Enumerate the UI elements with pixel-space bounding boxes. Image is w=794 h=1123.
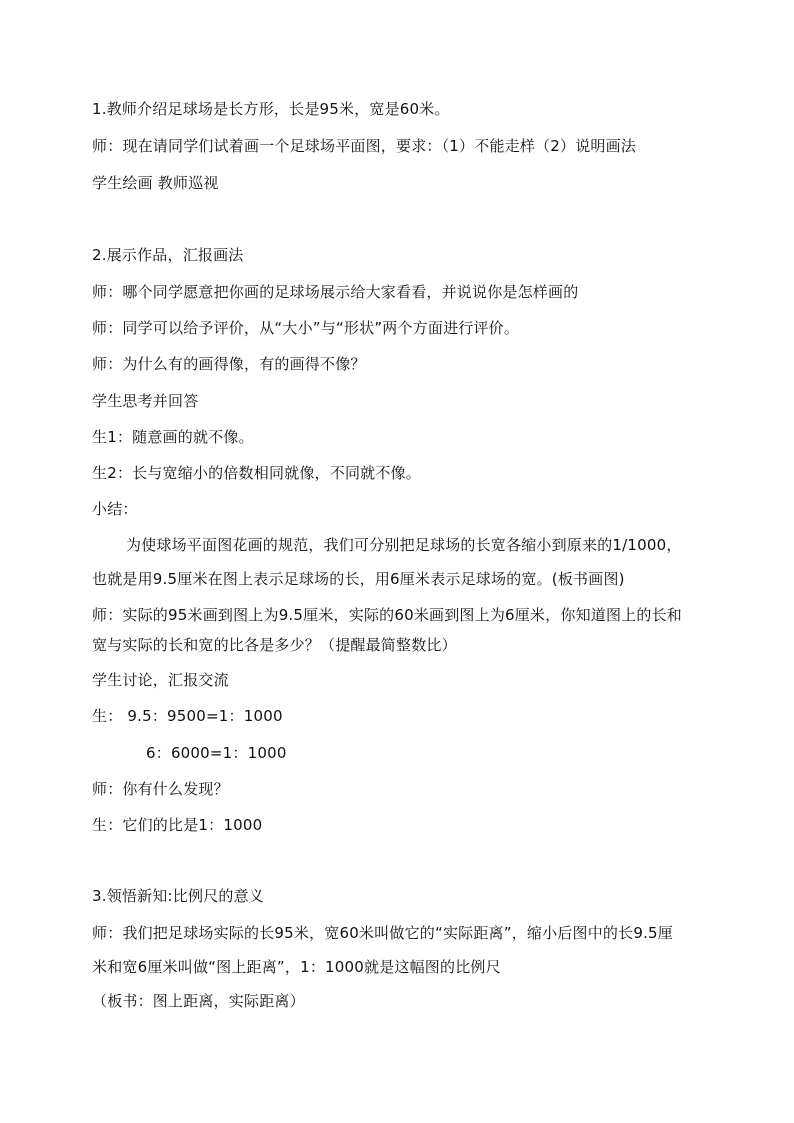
teacher-line: 师：同学可以给予评价，从“大小”与“形状”两个方面进行评价。 <box>92 319 520 337</box>
section-3-heading: 3.领悟新知:比例尺的意义 <box>92 887 264 905</box>
student-line: 生2：长与宽缩小的倍数相同就像，不同就不像。 <box>92 464 421 482</box>
summary-paragraph-line: 为使球场平面图花画的规范，我们可分别把足球场的长宽各缩小到原来的1/1000， <box>126 536 682 554</box>
teacher-line: 师：哪个同学愿意把你画的足球场展示给大家看看，并说说你是怎样画的 <box>92 283 579 301</box>
activity-line: 学生思考并回答 <box>92 392 199 410</box>
teacher-line: 师：为什么有的画得像，有的画得不像？ <box>92 355 366 373</box>
section-2-heading: 2.展示作品，汇报画法 <box>92 246 244 264</box>
student-line: 生1：随意画的就不像。 <box>92 428 254 446</box>
student-calculation: 6：6000=1：1000 <box>146 744 287 762</box>
teacher-line: 师：我们把足球场实际的长95米，宽60米叫做它的“实际距离”，缩小后图中的长9.5厘 <box>92 924 673 942</box>
summary-label: 小结： <box>92 500 138 518</box>
board-note: （板书：图上距离，实际距离） <box>92 992 305 1010</box>
activity-line: 学生讨论，汇报交流 <box>92 671 229 689</box>
activity-line: 学生绘画 教师巡视 <box>92 174 219 192</box>
section-1-heading: 1.教师介绍足球场是长方形，长是95米，宽是60米。 <box>92 100 450 118</box>
student-line: 生：它们的比是1：1000 <box>92 816 263 834</box>
teacher-line-continuation: 米和宽6厘米叫做“图上距离”，1：1000就是这幅图的比例尺 <box>92 958 501 976</box>
student-calculation: 生： 9.5：9500=1：1000 <box>92 707 283 725</box>
teacher-line: 师：你有什么发现？ <box>92 780 229 798</box>
teacher-line: 师：实际的95米画到图上为9.5厘米，实际的60米画到图上为6厘米，你知道图上的长和 <box>92 606 682 624</box>
teacher-line: 师：现在请同学们试着画一个足球场平面图，要求：（1）不能走样（2）说明画法 <box>92 137 636 155</box>
summary-paragraph-line: 也就是用9.5厘米在图上表示足球场的长，用6厘米表示足球场的宽。(板书画图) <box>92 570 625 588</box>
teacher-line-continuation: 宽与实际的长和宽的比各是多少？（提醒最简整数比） <box>92 636 457 654</box>
